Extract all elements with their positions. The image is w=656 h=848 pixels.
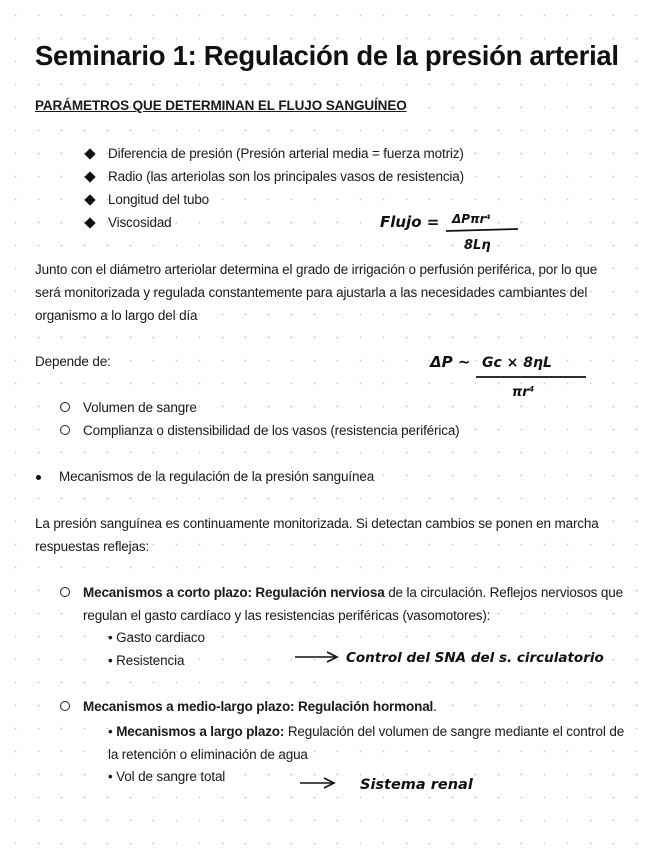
long-term-bold: Mecanismos a largo plazo: [116, 724, 285, 739]
diamond-bullet-icon [84, 171, 95, 182]
paragraph-reflexes: La presión sanguínea es continuamente monitorizada. Si detectan cambios se ponen en marcha respuestas reflejas: [35, 516, 599, 554]
arrow-right-icon [298, 776, 340, 790]
sub-item-vol-sangre: • Vol de sangre total [108, 769, 226, 784]
depends-label: Depende de: [35, 354, 111, 369]
list-item: Radio (las arteriolas son los principales vasos de resistencia) [108, 169, 464, 184]
diamond-bullet-icon [84, 217, 95, 228]
list-item: Longitud del tubo [108, 192, 210, 207]
dot-bullet-icon [36, 475, 41, 480]
list-item: Diferencia de presión (Presión arterial media = fuerza motriz) [108, 146, 464, 161]
flow-formula-denominator: 8Lη [464, 238, 491, 253]
flow-formula-numerator: ΔPπr⁴ [452, 212, 491, 226]
pressure-formula-left: ΔP ~ [430, 353, 471, 371]
svg-text:Sistema renal: Sistema renal [360, 777, 473, 793]
diamond-bullet-icon [84, 148, 95, 159]
circle-bullet-icon [60, 425, 70, 435]
circle-bullet-icon [60, 587, 70, 597]
section-heading: PARÁMETROS QUE DETERMINAN EL FLUJO SANGUÍNEO [35, 98, 407, 113]
sub-item-resistencia: • Resistencia [108, 653, 185, 668]
svg-text:Control del SNA del s. circula: Control del SNA del s. circulatorio [346, 650, 604, 666]
pressure-formula [430, 350, 600, 402]
short-term-bold: Mecanismos a corto plazo: Regulación nerviosa [83, 585, 385, 600]
mid-term-mechanisms [83, 699, 437, 714]
diamond-bullet-icon [84, 194, 95, 205]
handwritten-note-renal [360, 770, 500, 796]
page-title: Seminario 1: Regulación de la presión arterial [35, 40, 619, 71]
sub-item-gasto-cardiaco: • Gasto cardiaco [108, 630, 205, 645]
long-term-mechanisms: • Mecanismos a largo plazo: Regulación del volumen de sangre mediante el control de la retención o eliminación de agua [108, 724, 625, 762]
mechanisms-bullet: Mecanismos de la regulación de la presión sanguínea [59, 469, 375, 484]
list-item: Volumen de sangre [83, 400, 197, 415]
pressure-formula-denominator: πr⁴ [512, 385, 535, 400]
mid-term-end: . [433, 699, 437, 714]
flow-formula [380, 205, 530, 255]
fraction-bar [446, 229, 518, 231]
flow-formula-label: Flujo = [380, 213, 440, 231]
paragraph-perfusion: Junto con el diámetro arteriolar determina el grado de irrigación o perfusión periférica, por lo que será monitorizada y regulada constantemente para ajustarla a las necesidades cambiantes del organismo a lo largo del día [35, 262, 598, 323]
short-term-mechanisms [83, 581, 633, 627]
pressure-formula-numerator: Gc × 8ηL [482, 355, 552, 371]
mid-term-bold: Mecanismos a medio-largo plazo: Regulación hormonal [83, 699, 434, 714]
circle-bullet-icon [60, 402, 70, 412]
list-item: Viscosidad [108, 215, 172, 230]
circle-bullet-icon [60, 701, 70, 711]
arrow-right-icon [293, 650, 343, 664]
handwritten-note-sna [346, 645, 616, 669]
short-term-text: de la circulación. Reflejos nerviosos que regulan el gasto cardíaco y las resistencias periféricas (vasomotores): [83, 585, 623, 623]
list-item: Complianza o distensibilidad de los vasos (resistencia periférica) [83, 423, 460, 438]
long-term-text: Regulación del volumen de sangre mediante el control de la retención o eliminación de agua [108, 724, 625, 762]
